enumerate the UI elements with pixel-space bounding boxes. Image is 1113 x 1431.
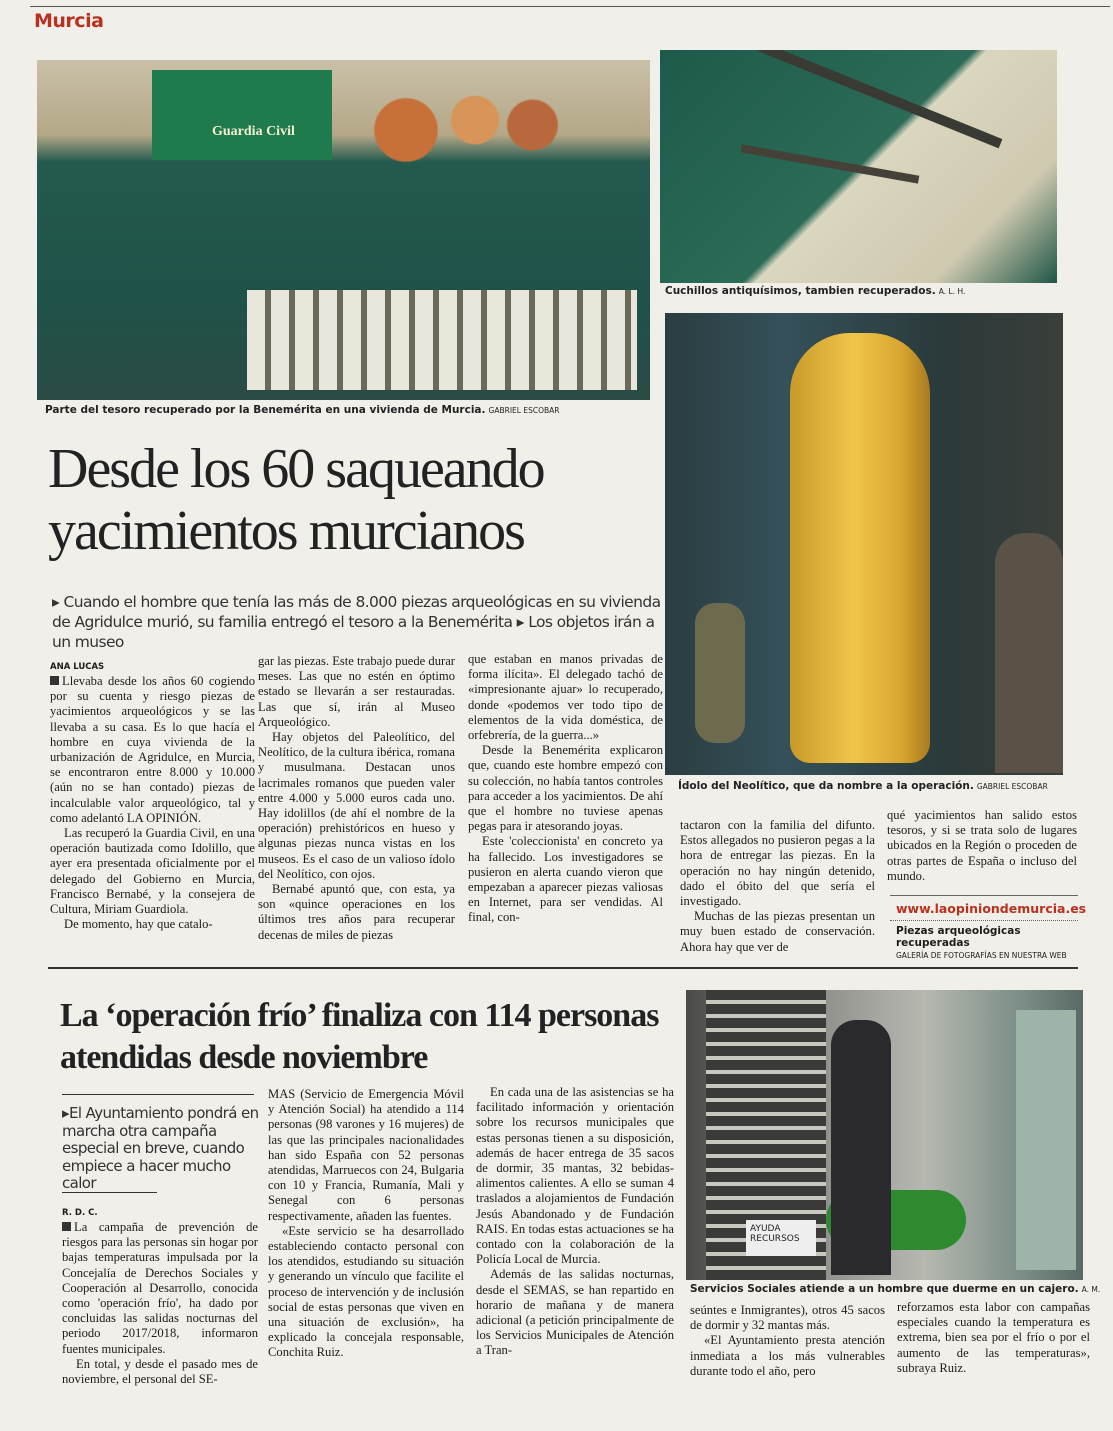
- social-worker: [831, 1020, 891, 1275]
- top-rule: [30, 6, 1110, 7]
- headline: Desde los 60 saqueando yacimientos murcianos: [48, 438, 544, 562]
- guardia-civil-sign: Guardia Civil: [152, 70, 332, 160]
- idol-cylinder: [790, 333, 930, 763]
- photo-knives: [660, 50, 1057, 283]
- web-promo[interactable]: [890, 895, 1087, 960]
- divider: [62, 1192, 157, 1193]
- article-column: gar las piezas. Este trabajo puede durar meses. Las que no estén en óptimo estado se llevarán a ser restauradas. Las que sí, irán al Museo Arqueológico. Hay objetos del Paleolítico, del Neolítico, de la cultura ibérica, romana y musulmana. Destacan unos lacrimales romanos que pueden valer entre 4.000 y 5.000 euros cada uno. Hay idolillos (de ahí el nombre de la operación) prehistóricos en hueso y algunas piezas nunca vistas en los museos. Es el caso de un valioso ídolo del Neolítico, con ojos. Bernabé apuntó que, con esta, ya son «quince operaciones en los últimos tres años para recuperar decenas de miles de piezas: [258, 654, 455, 942]
- section-divider: [48, 967, 1078, 969]
- byline: ANA LUCAS: [50, 662, 105, 672]
- article-column: MAS (Servicio de Emergencia Móvil y Atención Social) ha atendido a 114 personas (98 varones y 16 mujeres) de las que las principales nacionalidades han sido España con 52 personas atendidas, Marruecos con 24, Bulgaria con 10 y Francia, Rumanía, Mali y Senegal con 6 personas respectivamente, añaden las fuentes. «Este servicio se ha desarrollado estableciendo contacto personal con los atendidos, estudiando su situación y generando un vínculo que facilite el proceso de intervención y de inclusión social de estas personas que viven en una situación de exclusión», ha explicado la concejala responsable, Conchita Ruiz.: [268, 1087, 464, 1360]
- pottery-pieces: [337, 70, 567, 170]
- photo-atm-shelter: [686, 990, 1083, 1280]
- knife-shape: [758, 50, 1003, 148]
- article-column: En cada una de las asistencias se ha facilitado información y orientación sobre los recursos municipales que estas personas tienen a su disposición, además de hacer entrega de 35 sacos de dormir, 35 mantas, 32 bebidas-alimentos calientes. A ello se suman 4 traslados a alojamientos de Fundación Jesús Abandonado y de Fundación RAIS. En todas estas actuaciones se ha contado con la colaboración de la Policía Local de Murcia. Además de las salidas nocturnas, desde el SEMAS, se han repartido en horario de mañana y de manera adicional (a petición principalmente de los Servicios Municipales de Atención a Tran-: [476, 1085, 674, 1358]
- photo-caption: Servicios Sociales atiende a un hombre que duerme en un cajero. A. M.: [690, 1283, 1101, 1295]
- website-link[interactable]: www.laopiniondemurcia.es: [890, 896, 1078, 921]
- photo-recovered-treasure: [37, 60, 650, 400]
- figurine: [695, 603, 745, 743]
- promo-title: Piezas arqueológicas recuperadas: [896, 925, 1021, 949]
- article-column: que estaban en manos privadas de forma ilícita». El delegado tachó de «impresionante ajuar» lo recuperado, donde «podemos ver todo tipo de elementos de la vida doméstica, de orfebrería, de la guerra...» Desde la Benemérita explicaron que, cuando este hombre empezó con su colección, no había tantos controles para acceder a los yacimientos. De ahí que el hombre no tuviese apenas pegas para ir atesorando joyas. Este 'coleccionista' en concreto ya ha fallecido. Los investigadores se pusieron en alerta cuando vieron que empezaban a aparecer piezas valiosas en Internet, para ser vendidas. Al final, con-: [468, 652, 663, 925]
- article-column: qué yacimientos han salido estos tesoros, y si se trata solo de lugares ubicados en la Región o proceden de otras partes de España o incluso del mundo.: [887, 808, 1077, 883]
- atm-machine: [1016, 1010, 1076, 1270]
- article-column: seúntes e Inmigrantes), otros 45 sacos de dormir y 32 mantas más. «El Ayuntamiento presta atención inmediata a los más vulnerables durante todo el año, pero: [690, 1303, 885, 1378]
- divider: [62, 1094, 254, 1095]
- subheadline: ▸ Cuando el hombre que tenía las más de 8.000 piezas arqueológicas en su vivienda de Agridulce murió, su familia entregó el tesoro a la Benemérita ▸ Los objetos irán a un museo: [52, 593, 661, 651]
- figurine: [995, 533, 1063, 773]
- article-column: R. D. C. La campaña de prevención de riesgos para las personas sin hogar por bajas temperaturas impulsada por la Concejalía de Derechos Sociales y Cooperación al Desarrollo, conocida como 'operación frío', ha dado por concluidas las salidas nocturnas del periodo 2017/2018, informaron fuentes municipales. En total, y desde el pasado mes de noviembre, el personal del SE-: [62, 1208, 258, 1387]
- article-column: tactaron con la familia del difunto. Estos allegados no pusieron pegas a la hora de entregar las piezas. En la operación no hay ningún detenido, dado el óbito del que sería el investigado. Muchas de las piezas presentan un muy buen estado de conservación. Ahora hay que ver de: [680, 818, 875, 954]
- knife-shape: [741, 144, 920, 183]
- photo-caption: Parte del tesoro recuperado por la Benemérita en una vivienda de Murcia. GABRIEL ESCOBAR: [45, 404, 560, 416]
- cardboard-sign: AYUDA RECURSOS: [746, 1220, 816, 1256]
- article-column: ANA LUCAS Llevaba desde los años 60 cogiendo por su cuenta y riesgo piezas de yacimientos arqueológicos y se las llevaba a su casa. Es lo que hacía el hombre en cuya vivienda de la urbanización de Agridulce, en Murcia, se encontraron entre 8.000 y 10.000 (aún no se han contado) piezas de incalculable valor arqueológico, tal y como adelantó LA OPINIÓN. Las recuperó la Guardia Civil, en una operación bautizada como Idolillo, que ayer era presentada oficialmente por el delegado del Gobierno en Murcia, Francisco Bernabé, y la consejera de Cultura, Miriam Guardiola. De momento, hay que catalo-: [50, 662, 255, 932]
- photo-caption: Cuchillos antiquísimos, tambien recuperados. A. L. H.: [665, 285, 966, 297]
- article-column: reforzamos esta labor con campañas especiales cuando la temperatura es extrema, bien sea por el frío o por el aumento de las temperaturas», subraya Ruiz.: [897, 1300, 1090, 1375]
- byline: R. D. C.: [62, 1208, 98, 1218]
- photo-neolithic-idol: [665, 313, 1063, 775]
- artifact-table: [247, 290, 637, 390]
- photo-caption: Ídolo del Neolítico, que da nombre a la operación. GABRIEL ESCOBAR: [678, 780, 1048, 792]
- section-title: Murcia: [34, 10, 104, 32]
- headline: La ‘operación frío’ finaliza con 114 personas atendidas desde noviembre: [60, 997, 659, 1076]
- subheadline: ▸El Ayuntamiento pondrá en marcha otra campaña especial en breve, cuando empiece a hacer mucho calor: [62, 1104, 259, 1192]
- promo-subtitle: GALERÍA DE FOTOGRAFÍAS EN NUESTRA WEB: [896, 951, 1067, 960]
